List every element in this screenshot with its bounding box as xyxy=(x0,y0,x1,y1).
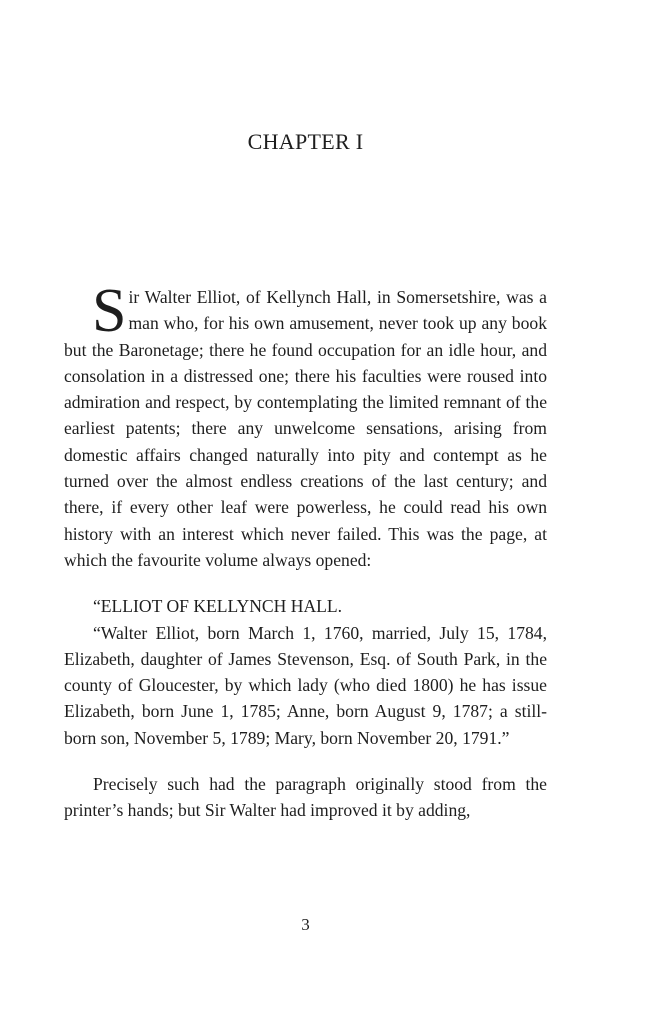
page-number: 3 xyxy=(301,915,310,934)
closing-paragraph: Precisely such had the paragraph originally stood from the printer’s hands; but Sir Walter had improved it by adding, xyxy=(64,774,547,821)
chapter-body xyxy=(64,277,547,824)
quote-body-paragraph: “Walter Elliot, born March 1, 1760, married, July 15, 1784, Elizabeth, daughter of James Stevenson, Esq. of South Park, in the county of Gloucester, by which lady (who died 1800) he has issue Elizabeth, born June 1, 1785; Anne, born August 9, 1787; a still-born son, November 5, 1789; Mary, born November 20, 1791.” xyxy=(64,622,547,748)
opening-paragraph-text: ir Walter Elliot, of Kellynch Hall, in Somersetshire, was a man who, for his own amusement, never took up any book but the Baronetage; there he found occupation for an idle hour, and consolation in a distressed one; there his faculties were roused into admiration and respect, by contemplating the limited remnant of the earliest patents; there any unwelcome sensations, arising from domestic affairs changed naturally into pity and contempt as he turned over the almost endless creations of the last century; and there, if every other leaf were powerless, he could read his own history with an interest which never failed. This was the page, at which the favourite volume always opened: xyxy=(64,287,547,570)
opening-paragraph xyxy=(64,277,547,573)
quote-heading: “ELLIOT OF KELLYNCH HALL. xyxy=(93,596,343,617)
drop-cap-initial: S xyxy=(92,277,127,345)
chapter-title: CHAPTER I xyxy=(247,129,364,154)
